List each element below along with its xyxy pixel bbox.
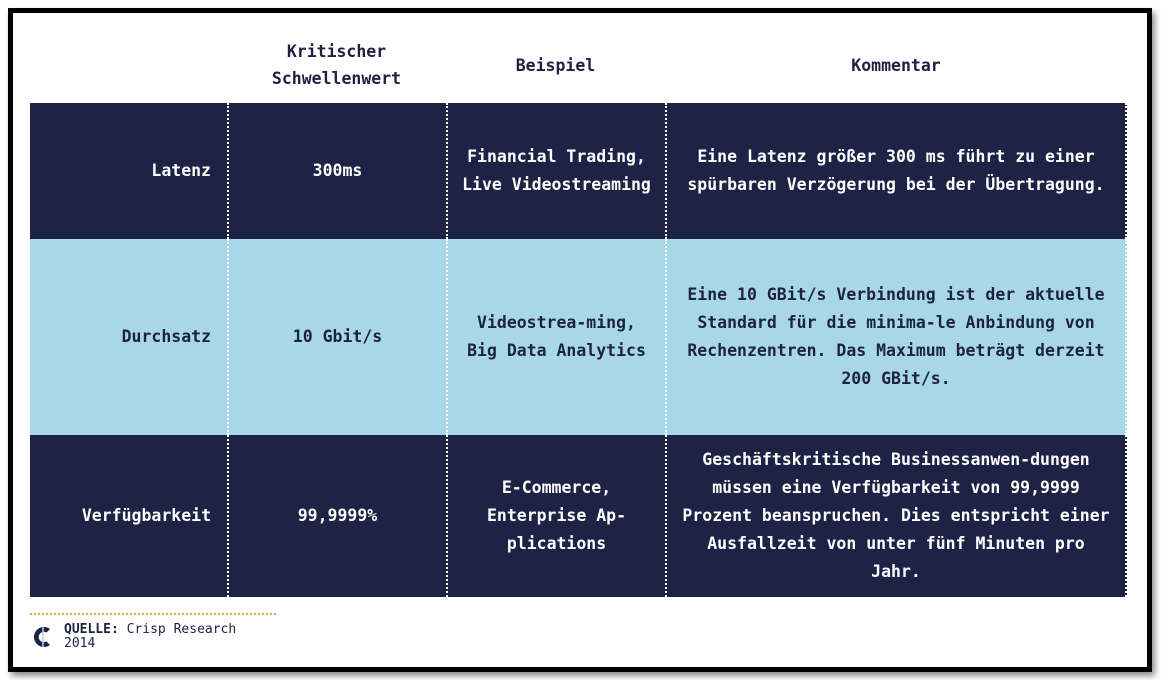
source-name: Crisp Research	[126, 622, 237, 637]
row-comment: Geschäftskritische Businessanwen-dungen müssen eine Verfügbarkeit von 99,9999 Prozent beanspruchen. Dies entspricht einer Ausfallzeit von unter fünf Minuten pro Jahr.	[665, 435, 1127, 597]
table-row	[30, 435, 1127, 597]
source-label: QUELLE:	[64, 622, 119, 637]
row-comment: Eine Latenz größer 300 ms führt zu einer spürbaren Verzögerung bei der Übertragung.	[665, 103, 1127, 239]
table-row	[30, 103, 1127, 239]
row-name: Verfügbarkeit	[81, 506, 211, 525]
header-threshold-line1: Kritischer	[286, 42, 387, 61]
header-comment: Kommentar	[851, 55, 941, 75]
document-frame	[8, 8, 1152, 672]
source-year: 2014	[64, 636, 96, 651]
row-threshold: 99,9999%	[227, 435, 446, 597]
row-example: E-Commerce, Enterprise Ap-plications	[446, 435, 665, 597]
row-comment: Eine 10 GBit/s Verbindung ist der aktuelle Standard für die minima-le Anbindung von Rechenzentren. Das Maximum beträgt derzeit 200 GBit/s.	[665, 239, 1127, 435]
source-body	[30, 623, 290, 651]
crisp-logo-icon	[30, 624, 56, 650]
header-example: Beispiel	[515, 55, 596, 75]
row-threshold: 10 Gbit/s	[227, 239, 446, 435]
comparison-table	[30, 27, 1127, 597]
row-name: Latenz	[151, 161, 211, 180]
source-citation	[30, 613, 290, 651]
row-example: Videostrea-ming, Big Data Analytics	[446, 239, 665, 435]
header-threshold-line2: Schwellenwert	[271, 69, 402, 88]
table-header	[30, 27, 1127, 103]
header-threshold	[227, 38, 446, 92]
row-name: Durchsatz	[121, 327, 211, 346]
table-row	[30, 239, 1127, 435]
row-example: Financial Trading, Live Videostreaming	[446, 103, 665, 239]
source-divider	[30, 613, 276, 615]
row-threshold: 300ms	[227, 103, 446, 239]
source-text	[64, 623, 236, 651]
